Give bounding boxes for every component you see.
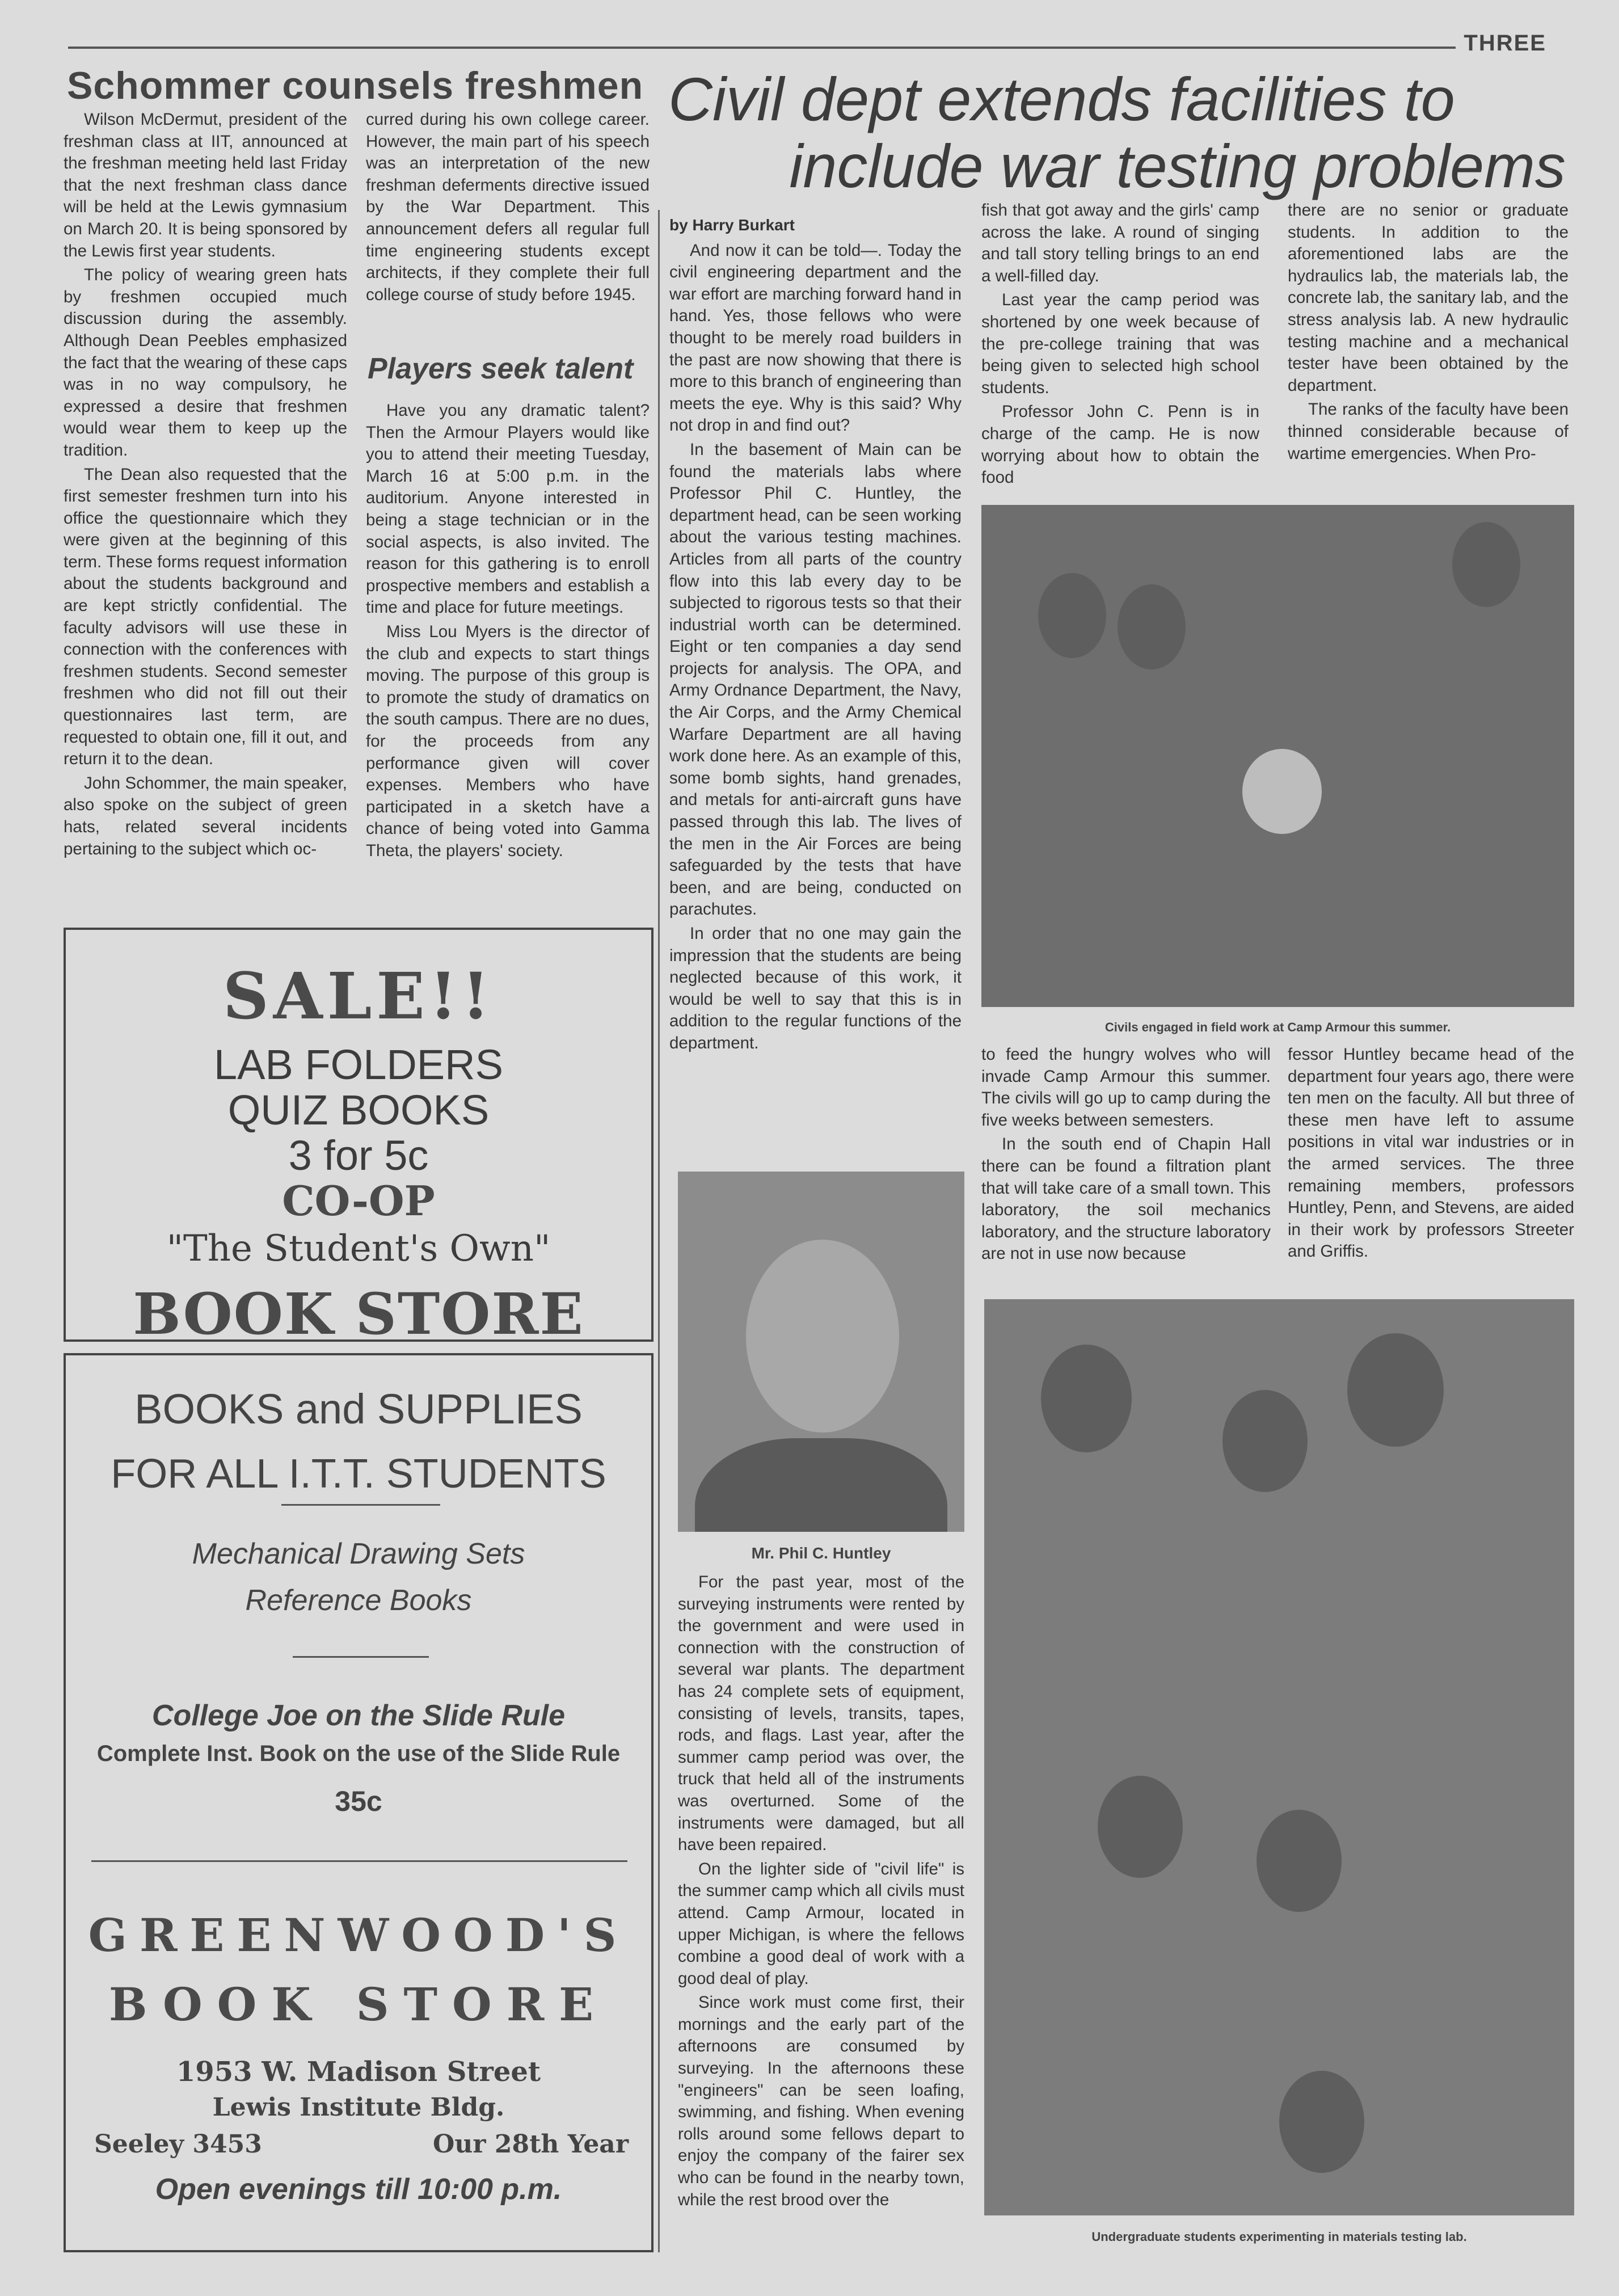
civil-column-3-mid xyxy=(1288,1044,1574,1263)
civil-paragraph: And now it can be told—. Today the civil engineering department and the war effort are marching forward hand in hand. Yes, those fellows who were thought to be merely road builders in the past are now showing that there is more to this branch of engineering than meets the eye. Why is this said? Why not drop in and find out? xyxy=(669,241,962,435)
ad-sale-text: SALE!! xyxy=(222,959,495,1034)
civil-column-1 xyxy=(669,214,962,1055)
players-headline: Players seek talent xyxy=(368,352,634,385)
photo-camp-armour xyxy=(981,505,1574,1007)
ad-price: 3 for 5c xyxy=(288,1132,429,1179)
players-column xyxy=(366,400,650,862)
ad-book-price: 35c xyxy=(335,1785,382,1817)
page-number: THREE xyxy=(1456,31,1546,56)
players-paragraph: Have you any dramatic talent? Then the Armour Players would like you to attend their meeting Tuesday, March 16 at 5:00 p.m. in the auditorium. Anyone interested in being a stage technician or in the social aspects, is also invited. The reason for this gathering is to enroll prospective members and establish a time and place for future meetings. xyxy=(366,401,650,617)
civil-headline-line-1: Civil dept extends facilities to xyxy=(668,65,1455,133)
civil-paragraph: fish that got away and the girls' camp across the lake. A round of singing and tall story telling brings to an end a well-filled day. xyxy=(981,201,1259,285)
civil-column-3-top xyxy=(1288,200,1569,465)
ad-college-joe: College Joe on the Slide Rule xyxy=(151,1699,566,1732)
photo-materials-lab xyxy=(984,1299,1574,2215)
greenwood-bookstore-ad xyxy=(64,1353,653,2252)
ad-drawing-sets: Mechanical Drawing Sets xyxy=(192,1537,525,1570)
civil-paragraph: Professor John C. Penn is in charge of the camp. He is now worrying about how to obtain the food xyxy=(981,402,1259,487)
photo-figure xyxy=(1452,522,1520,607)
ad-slide-rule-book: Complete Inst. Book on the use of the Slide Rule xyxy=(96,1741,621,1766)
civil-paragraph: fessor Huntley became head of the department four years ago, there were ten men on the faculty. All but three of these men have left to assume positions in vital war industries or in the armed services. The three remaining members, professors Huntley, Penn, and Stevens, are aided in their work by professors Streeter and Griffis. xyxy=(1288,1045,1574,1261)
civil-column-2-mid xyxy=(981,1044,1271,1265)
civil-paragraph: On the lighter side of "civil life" is the summer camp which all civils must attend. Camp Armour, located in upper Michigan, is where the fellows combine a good deal of work with a good deal of play. xyxy=(678,1859,964,1988)
ad-slogan: "The Student's Own" xyxy=(166,1228,551,1270)
ad-divider xyxy=(293,1656,429,1658)
photo-phil-huntley xyxy=(678,1172,964,1532)
ad-phone: Seeley 3453 xyxy=(94,2130,262,2159)
civil-headline xyxy=(664,66,1571,200)
civil-column-1-lower xyxy=(678,1572,964,2211)
schommer-continuation: curred during his own college career. However, the main part of his speech was an interpretation of the new freshman deferments directive issued by the War Department. This announcement defers all regular full time engineering students except architects, if they complete their full college course of study before 1945. xyxy=(366,110,650,304)
photo-figure xyxy=(1347,1333,1444,1447)
huntley-photo-caption: Mr. Phil C. Huntley xyxy=(751,1544,891,1562)
ad-quiz-books: QUIZ BOOKS xyxy=(227,1086,490,1134)
ad-divider xyxy=(281,1504,440,1506)
civil-paragraph: Last year the camp period was shortened by one week because of the pre-college training that was being given to selected high school students. xyxy=(981,290,1259,397)
ad-lab-folders: LAB FOLDERS xyxy=(214,1041,503,1088)
photo-figure xyxy=(1041,1345,1132,1452)
lab-photo-caption: Undergraduate students experimenting in materials testing lab. xyxy=(1091,2230,1467,2244)
schommer-column-1 xyxy=(64,109,347,860)
civil-paragraph: In order that no one may gain the impression that the students are being neglected because of this work, it would be well to say that this is in addition to the regular functions of the department. xyxy=(669,924,962,1052)
photo-figure xyxy=(1118,584,1186,669)
schommer-column-2 xyxy=(366,109,650,306)
ad-book-store: BOOK STORE xyxy=(133,1280,584,1347)
civil-paragraph: In the basement of Main can be found the materials labs where Professor Phil C. Huntley, the department head, can be seen working about the various testing machines. Articles from all parts of the country flow into this lab every day to be subjected to rigorous tests so that their industrial worth can be determined. Eight or ten companies a day send projects for analysis. The OPA, and Army Ordnance Department, the Navy, the Air Corps, and the Army Chemical Warfare Department are all having work done here. As an example of this, some bomb sights, hand grenades, and metals for anti-aircraft guns have passed through this lab. The lives of the men in the Air Forces are being safeguarded by the tests that have been, and are being, conducted on parachutes. xyxy=(669,440,962,919)
photo-figure xyxy=(1222,1390,1308,1492)
civil-paragraph: In the south end of Chapin Hall there can be found a filtration plant that will take care of a small town. This laboratory, the soil mechanics laboratory, and the structure laboratory are not in use now because xyxy=(981,1135,1271,1263)
ad-year: Our 28th Year xyxy=(433,2130,629,2159)
civil-paragraph: For the past year, most of the surveying instruments were rented by the government and were used in connection with the construction of several war plants. The department has 24 complete sets of equipment, consisting of levels, transits, tapes, rods, and flags. Last year, after the summer camp period was over, the truck that held all of the instruments was overturned. Some of the instruments were damaged, but all have been repaired. xyxy=(678,1573,964,1855)
civil-paragraph: The ranks of the faculty have been thinned considerable because of wartime emergencies. When Pro- xyxy=(1288,400,1569,463)
ad-coop: CO-OP xyxy=(282,1177,435,1225)
header-rule xyxy=(68,47,1475,49)
ad-for-students: FOR ALL I.T.T. STUDENTS xyxy=(111,1451,606,1497)
photo-figure xyxy=(1038,573,1106,658)
schommer-paragraph: Wilson McDermut, president of the freshman class at IIT, announced at the freshman meeting held last Friday that the next freshman class dance will be held at the Lewis gymnasium on March 20. It is being sponsored by the Lewis first year students. xyxy=(64,110,347,260)
civil-byline: by Harry Burkart xyxy=(669,216,795,234)
civil-paragraph: to feed the hungry wolves who will invade Camp Armour this summer. The civils will go up to camp during the five weeks between semesters. xyxy=(981,1045,1271,1130)
ad-greenwoods: GREENWOOD'S xyxy=(88,1909,629,1962)
photo-figure xyxy=(1242,749,1322,834)
schommer-headline: Schommer counsels freshmen xyxy=(67,64,644,107)
column-divider xyxy=(658,210,660,2252)
photo-portrait-head xyxy=(746,1240,899,1433)
ad-hours: Open evenings till 10:00 p.m. xyxy=(155,2173,562,2206)
ad-divider xyxy=(91,1860,627,1862)
schommer-paragraph: The policy of wearing green hats by freshmen occupied much discussion during the assembly. Although Dean Peebles emphasized the fact that the wearing of these caps was in no way compulsory, he expressed a desire that freshmen would wear them to keep up the tradition. xyxy=(64,266,347,460)
ad-books-supplies: BOOKS and SUPPLIES xyxy=(134,1385,583,1433)
ad-reference-books: Reference Books xyxy=(245,1584,472,1617)
civil-column-2-top xyxy=(981,200,1259,489)
schommer-paragraph: John Schommer, the main speaker, also spoke on the subject of green hats, related several incidents pertaining to the subject which oc- xyxy=(64,773,347,858)
civil-paragraph: there are no senior or graduate students. In addition to the aforementioned labs are the hydraulics lab, the materials lab, the concrete lab, the sanitary lab, and the stress analysis lab. A new hydraulic testing machine and a mechanical tester have been obtained by the department. xyxy=(1288,201,1569,395)
coop-bookstore-ad xyxy=(64,928,653,1347)
photo-figure xyxy=(1098,1776,1183,1878)
civil-headline-line-2: include war testing problems xyxy=(789,132,1566,200)
photo-figure xyxy=(1257,1810,1342,1912)
schommer-paragraph: The Dean also requested that the first semester freshmen turn into his office the questionnaire which they were given at the beginning of this term. These forms request information about the students background and are kept strictly confidential. The faculty advisors will use these in connection with the conferences with freshmen students. Second semester freshmen who did not fill out their questionnaires last term, are requested to obtain one, fill it out, and return it to the dean. xyxy=(64,465,347,769)
photo-portrait-shoulders xyxy=(695,1438,947,1532)
photo-figure xyxy=(1279,2071,1364,2173)
ad-address: 1953 W. Madison Street xyxy=(176,2056,541,2088)
ad-building: Lewis Institute Bldg. xyxy=(212,2093,505,2122)
camp-photo-caption: Civils engaged in field work at Camp Armour this summer. xyxy=(1104,1020,1451,1034)
players-paragraph: Miss Lou Myers is the director of the club and expects to start things moving. The purpose of this group is to promote the study of dramatics on the south campus. There are no dues, for the proceeds from any performance given will cover expenses. Members who have participated in a sketch have a chance of being voted into Gamma Theta, the players' society. xyxy=(366,622,650,860)
civil-paragraph: Since work must come first, their mornings and the early part of the afternoons are consumed by surveying. In the afternoons these "engineers" can be seen loafing, swimming, and fishing. When evening rolls around some fellows depart to enjoy the company of the fairer sex who can be found in the nearby town, while the rest brood over the xyxy=(678,1993,964,2209)
ad-greenwood-book-store: BOOK STORE xyxy=(108,1978,609,2031)
